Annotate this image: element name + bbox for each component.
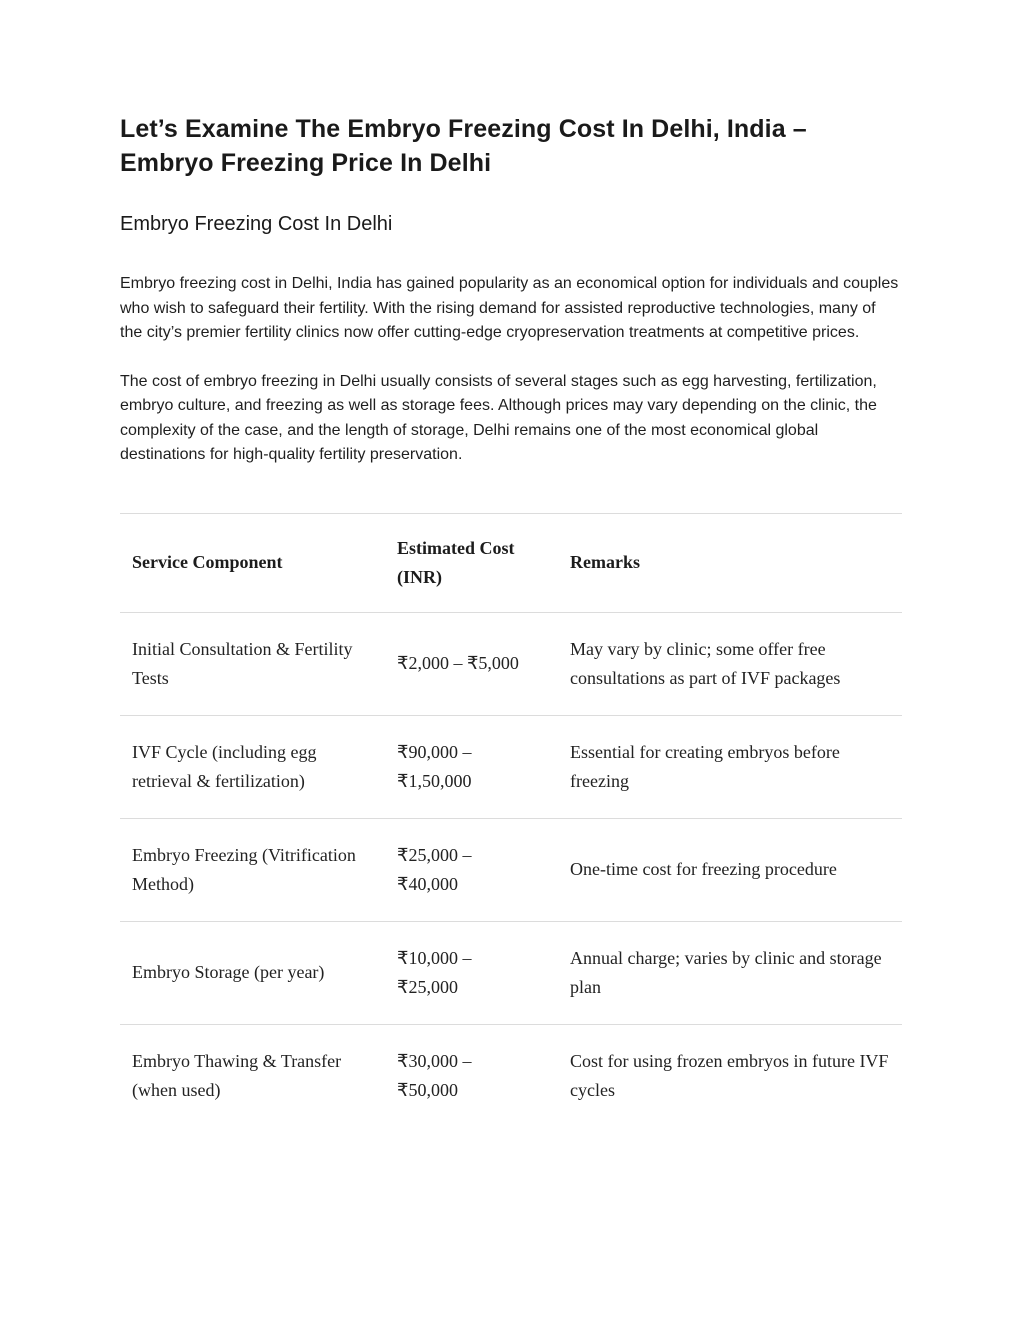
- paragraph-cost-overview: The cost of embryo freezing in Delhi usually consists of several stages such as egg harvesting, fertilization, embryo culture, and freezing as well as storage fees. Although prices may vary depending on the clinic, the complexity of the case, and the length of storage, Delhi remains one of the most economical global destinations for high-quality fertility preservation.: [120, 372, 877, 463]
- cell-service: Embryo Storage (per year): [120, 921, 397, 1024]
- embryo-freezing-cost-table: [120, 513, 902, 1127]
- cell-cost: ₹10,000 – ₹25,000: [397, 921, 570, 1024]
- cell-cost: ₹25,000 – ₹40,000: [397, 818, 570, 921]
- column-header-cost: Estimated Cost (INR): [397, 513, 570, 612]
- cell-service: Initial Consultation & Fertility Tests: [120, 612, 397, 715]
- cell-remarks: Annual charge; varies by clinic and storage plan: [570, 921, 902, 1024]
- table-row: [120, 921, 902, 1024]
- paragraph-intro: Embryo freezing cost in Delhi, India has gained popularity as an economical option for individuals and couples who wish to safeguard their fertility. With the rising demand for assisted reproductive technologies, many of the city’s premier fertility clinics now offer cutting-edge cryopreservation treatments at competitive prices.: [120, 275, 899, 341]
- table-row: [120, 1024, 902, 1127]
- table-row: [120, 612, 902, 715]
- section-heading: Embryo Freezing Cost In Delhi: [120, 213, 393, 235]
- cell-cost: ₹2,000 – ₹5,000: [397, 612, 570, 715]
- table-row: [120, 715, 902, 818]
- cell-remarks: Essential for creating embryos before freezing: [570, 715, 902, 818]
- cell-remarks: Cost for using frozen embryos in future IVF cycles: [570, 1024, 902, 1127]
- cell-cost: ₹30,000 – ₹50,000: [397, 1024, 570, 1127]
- cell-cost: ₹90,000 – ₹1,50,000: [397, 715, 570, 818]
- table-header-row: [120, 513, 902, 612]
- page-title: Let’s Examine The Embryo Freezing Cost In Delhi, India – Embryo Freezing Price In Delhi: [120, 115, 807, 177]
- cell-remarks: One-time cost for freezing procedure: [570, 818, 902, 921]
- cell-service: Embryo Freezing (Vitrification Method): [120, 818, 397, 921]
- table-head: [120, 513, 902, 612]
- table-body: [120, 612, 902, 1127]
- column-header-service: Service Component: [120, 513, 397, 612]
- table-row: [120, 818, 902, 921]
- cell-service: IVF Cycle (including egg retrieval & fertilization): [120, 715, 397, 818]
- column-header-remarks: Remarks: [570, 513, 902, 612]
- cell-service: Embryo Thawing & Transfer (when used): [120, 1024, 397, 1127]
- cell-remarks: May vary by clinic; some offer free consultations as part of IVF packages: [570, 612, 902, 715]
